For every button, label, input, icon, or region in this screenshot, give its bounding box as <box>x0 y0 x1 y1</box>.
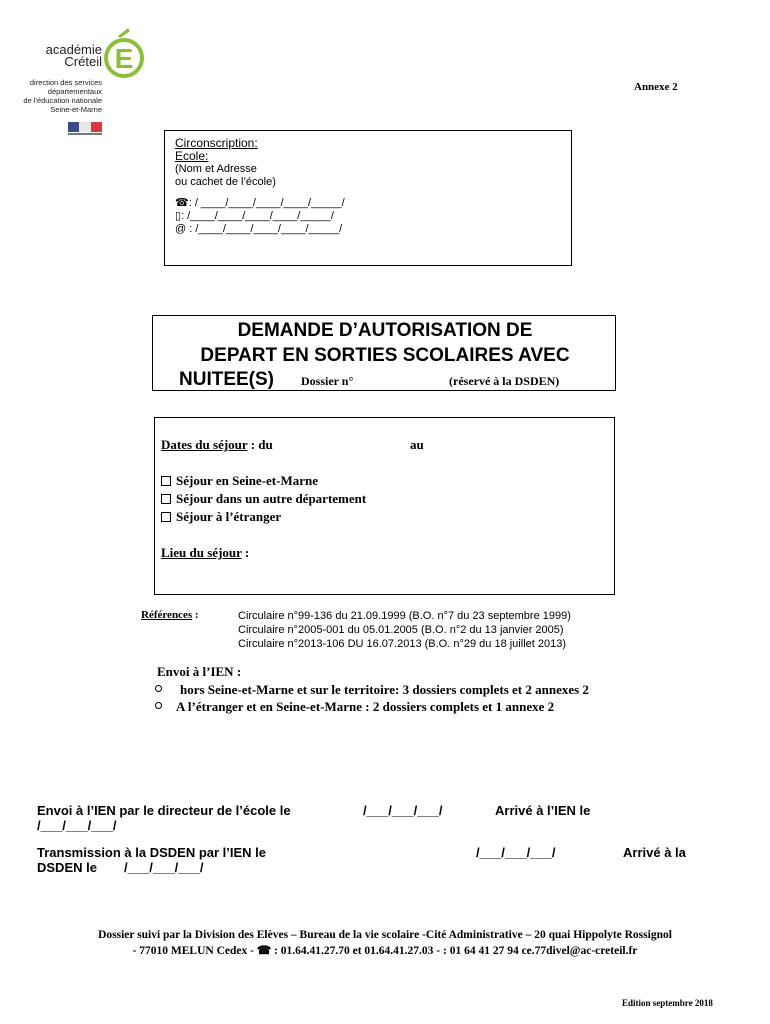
title-line-2: DEPART EN SORTIES SCOLAIRES AVEC <box>200 345 570 366</box>
title-box <box>152 315 616 391</box>
bullet-icon <box>155 702 162 709</box>
logo-sub1: direction des services <box>29 78 102 87</box>
reference-item: Circulaire n°2013-106 DU 16.07.2013 (B.O. n°29 du 18 juillet 2013) <box>238 638 566 650</box>
annexe-label: Annexe 2 <box>634 81 678 93</box>
logo-sub2: départementaux <box>47 87 102 96</box>
phone-field: ☎: / ____/____/____/____/_____/ <box>175 197 345 209</box>
email-field: @ : /____/____/____/____/_____/ <box>175 223 343 235</box>
circonscription-label: Circonscription: <box>175 136 258 150</box>
school-hint-2: ou cachet de l’école) <box>175 176 276 188</box>
footer-line-1: Dossier suivi par la Division des Elèves – Bureau de la vie scolaire -Cité Administrative – 20 quai Hippolyte Rossignol <box>98 929 672 941</box>
title-line-3: NUITEE(S) <box>179 369 274 390</box>
reference-item: Circulaire n°99-136 du 21.09.1999 (B.O. n°7 du 23 septembre 1999) <box>238 610 571 622</box>
arrive-dsden-date: /___/___/___/ <box>124 860 204 875</box>
fax-icon: ▯ <box>175 210 182 222</box>
arrive-dsden-label: Arrivé à la <box>623 845 686 860</box>
dates-row <box>161 437 273 453</box>
envoi-title: Envoi à l’IEN : <box>157 664 242 679</box>
logo-academie: académie <box>45 42 102 57</box>
footer-line-2: - 77010 MELUN Cedex - ☎ : 01.64.41.27.70 et 01.64.41.27.03 - : 01 64 41 27 94 ce.77divel@ac-creteil.fr <box>132 945 638 957</box>
envoi-directeur-label: Envoi à l’IEN par le directeur de l’école le <box>37 803 291 818</box>
logo-creteil: Créteil <box>64 54 102 69</box>
edition-label: Edition septembre 2018 <box>622 998 713 1008</box>
dates-au: au <box>410 437 424 452</box>
references-list <box>238 609 571 651</box>
bullet-icon <box>155 685 162 692</box>
references-label: Références <box>141 609 193 621</box>
title-line-1: DEMANDE D’AUTORISATION DE <box>237 320 533 341</box>
option-etranger[interactable]: Séjour à l’étranger <box>161 509 281 525</box>
envoi-directeur-date: /___/___/___/ <box>363 803 443 818</box>
marianne-flag-icon <box>68 122 102 136</box>
school-hint-1: (Nom et Adresse <box>175 163 257 175</box>
arrive-dsden-label-2: DSDEN le <box>37 860 97 875</box>
transmission-label: Transmission à la DSDEN par l’IEN le <box>37 845 267 860</box>
arrive-ien-label: Arrivé à l’IEN le <box>495 803 591 818</box>
option-autre-departement[interactable]: Séjour dans un autre département <box>161 491 366 507</box>
checkbox[interactable] <box>161 476 171 486</box>
reserve-dsden-label: (réservé à la DSDEN) <box>449 374 560 388</box>
references-label-row: Références : <box>141 609 199 621</box>
arrive-ien-date: /___/___/___/ <box>37 818 117 833</box>
academie-e-icon <box>104 26 144 80</box>
logo-sub4: Seine-et-Marne <box>50 105 102 114</box>
school-info-box <box>164 130 572 266</box>
envoi-item: hors Seine-et-Marne et sur le territoire: 3 dossiers complets et 2 annexes 2 <box>155 682 589 698</box>
reference-item: Circulaire n°2005-001 du 05.01.2005 (B.O. n°2 du 13 janvier 2005) <box>238 624 564 636</box>
option-seine-et-marne[interactable]: Séjour en Seine-et-Marne <box>161 473 318 489</box>
ecole-label: Ecole: <box>175 149 209 163</box>
lieu-label: Lieu du séjour <box>161 545 242 560</box>
svg-text:E: E <box>114 43 134 74</box>
dates-label: Dates du séjour <box>161 437 248 452</box>
checkbox[interactable] <box>161 494 171 504</box>
fax-field: ▯: /____/____/____/____/_____/ <box>175 210 334 222</box>
envoi-item: A l’étranger et en Seine-et-Marne : 2 dossiers complets et 1 annexe 2 <box>155 699 554 715</box>
logo-sub3: de l'éducation nationale <box>23 96 102 105</box>
dossier-number-label: Dossier n° <box>301 374 354 388</box>
lieu-row: Lieu du séjour : <box>161 545 250 560</box>
transmission-date: /___/___/___/ <box>476 845 556 860</box>
checkbox[interactable] <box>161 512 171 522</box>
stay-box <box>154 417 615 595</box>
academie-logo <box>23 26 144 146</box>
dates-du: : du <box>247 437 273 452</box>
